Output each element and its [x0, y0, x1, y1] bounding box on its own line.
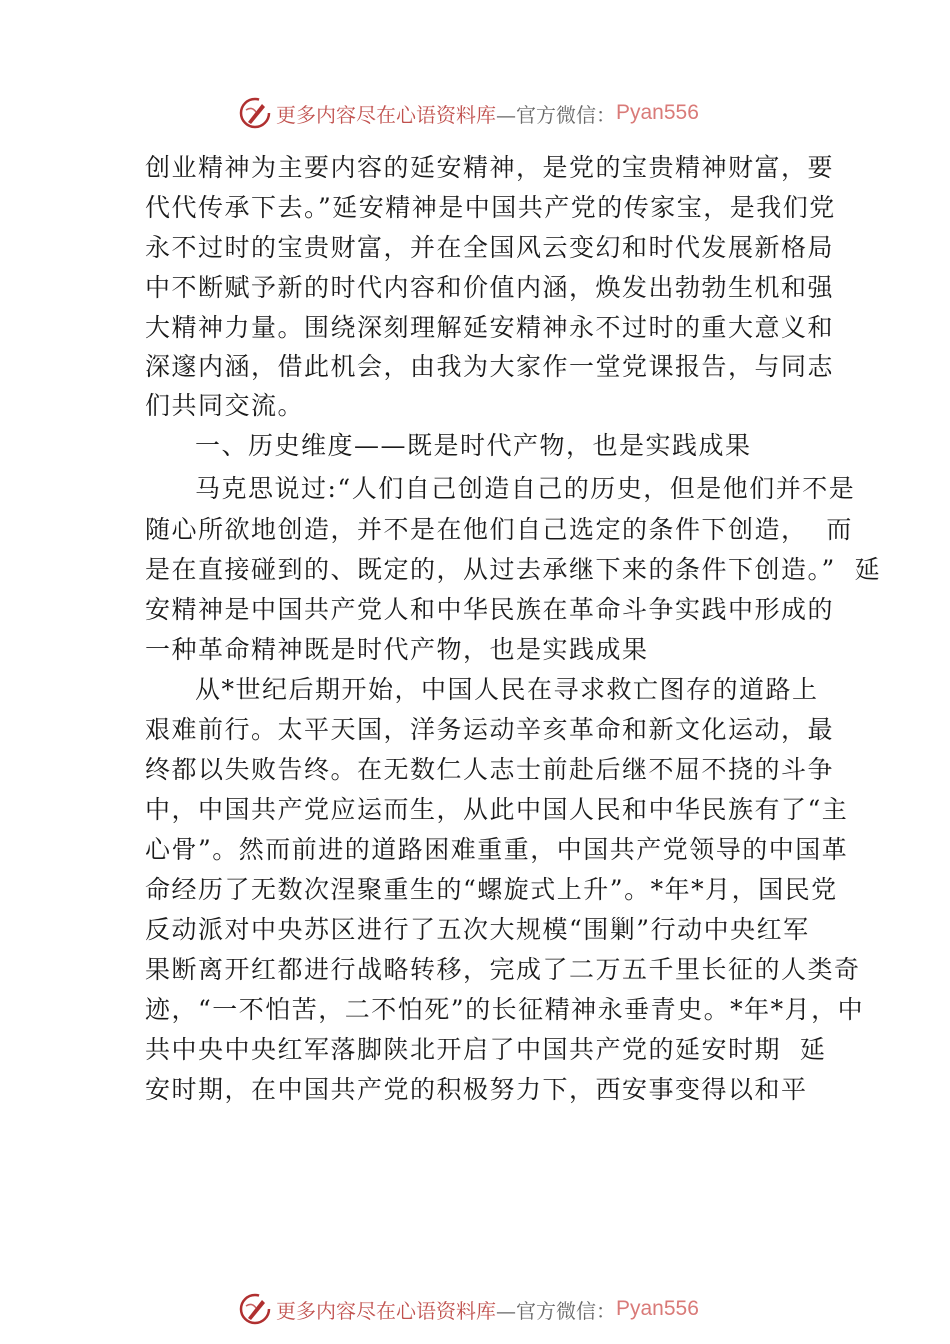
- header-banner: [238, 95, 738, 131]
- text-line: 迹，“一不怕苦，二不怕死”的长征精神永垂青史。*年*月，中: [145, 995, 865, 1024]
- text-line: 果断离开红都进行战略转移，完成了二万五千里长征的人类奇: [145, 955, 861, 984]
- wechat-id: Pyan556: [616, 101, 699, 124]
- pen-logo-icon: [238, 96, 272, 130]
- text-line: 中不断赋予新的时代内容和价值内涵，焕发出勃勃生机和强: [145, 273, 835, 302]
- text-line: 创业精神为主要内容的延安精神，是党的宝贵精神财富，要: [145, 153, 835, 182]
- text-line: 中，中国共产党应运而生，从此中国人民和中华民族有了“主: [145, 795, 849, 824]
- text-line: 随心所欲地创造，并不是在他们自己选定的条件下创造， 而: [145, 515, 853, 544]
- wechat-label: —官方微信：: [496, 1298, 616, 1323]
- text-line: 是在直接碰到的、既定的，从过去承继下来的条件下创造。” 延: [145, 555, 882, 584]
- site-name: 更多内容尽在心语资料库: [276, 102, 496, 127]
- text-line: 一种革命精神既是时代产物，也是实践成果: [145, 635, 649, 664]
- text-line: 心骨”。然而前进的道路困难重重，中国共产党领导的中国革: [145, 835, 849, 864]
- text-line: 共中央中央红军落脚陕北开启了中国共产党的延安时期 延: [145, 1035, 827, 1064]
- text-line: 终都以失败告终。在无数仁人志士前赴后继不屈不挠的斗争: [145, 755, 835, 784]
- text-line: 命经历了无数次涅聚重生的“螺旋式上升”。*年*月，国民党: [145, 875, 838, 904]
- text-line: 深邃内涵，借此机会，由我为大家作一堂党课报告，与同志: [145, 352, 835, 381]
- text-line: 反动派对中央苏区进行了五次大规模“围剿”行动中央红军: [145, 915, 810, 944]
- wechat-label: —官方微信：: [496, 102, 616, 127]
- footer-banner: [238, 1291, 738, 1327]
- section-heading: 一、历史维度——既是时代产物，也是实践成果: [195, 431, 752, 460]
- text-line: 艰难前行。太平天国，洋务运动辛亥革命和新文化运动，最: [145, 715, 835, 744]
- text-line: 安精神是中国共产党人和中华民族在革命斗争实践中形成的: [145, 595, 835, 624]
- text-line: 从*世纪后期开始，中国人民在寻求救亡图存的道路上: [195, 675, 819, 704]
- site-name: 更多内容尽在心语资料库: [276, 1298, 496, 1323]
- text-line: 们共同交流。: [145, 391, 305, 420]
- pen-logo-icon: [238, 1292, 272, 1326]
- text-line: 永不过时的宝贵财富，并在全国风云变幻和时代发展新格局: [145, 233, 835, 262]
- text-line: 代代传承下去。”延安精神是中国共产党的传家宝，是我们党: [145, 193, 836, 222]
- text-line: 安时期，在中国共产党的积极努力下，西安事变得以和平: [145, 1075, 808, 1104]
- wechat-id: Pyan556: [616, 1297, 699, 1320]
- text-line: 马克思说过:“人们自己创造自己的历史，但是他们并不是: [195, 474, 856, 503]
- text-line: 大精神力量。围绕深刻理解延安精神永不过时的重大意义和: [145, 313, 835, 342]
